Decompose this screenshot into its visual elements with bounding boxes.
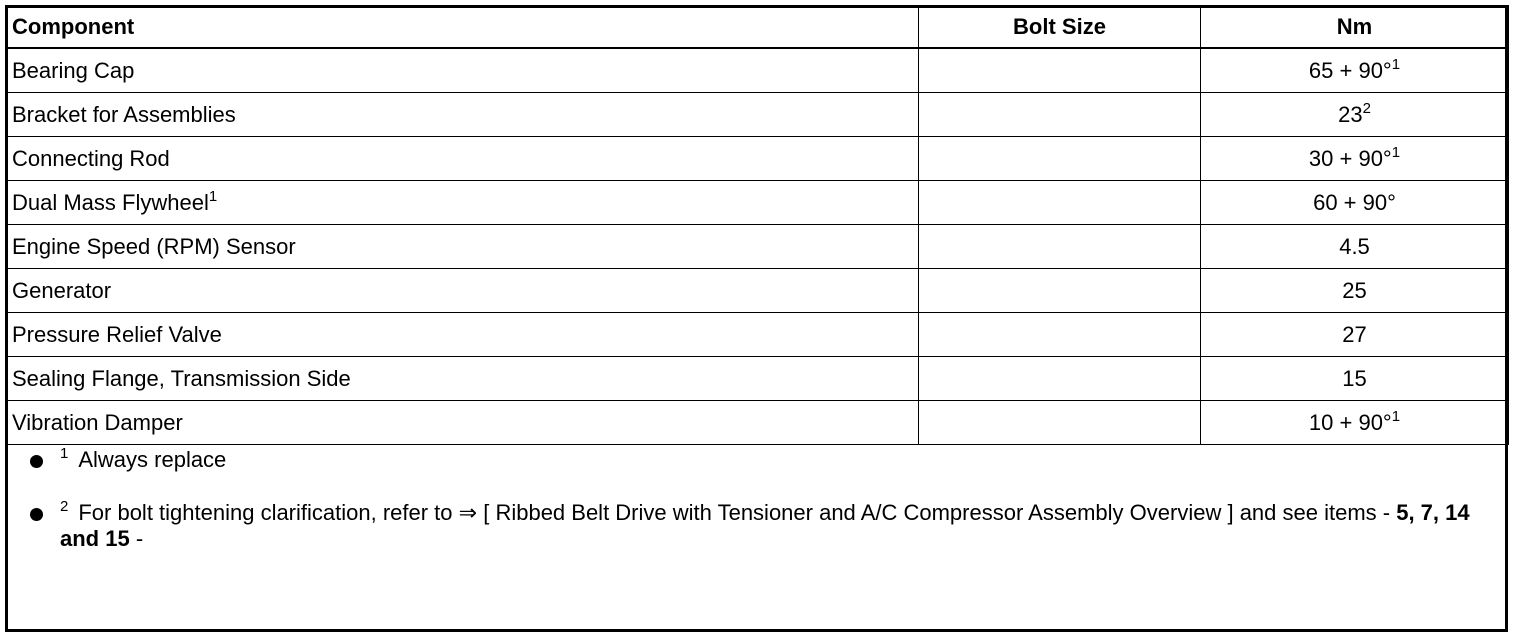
component-cell: Sealing Flange, Transmission Side xyxy=(6,357,919,401)
nm-cell: 15 xyxy=(1201,357,1509,401)
reference-link[interactable]: [ Ribbed Belt Drive with Tensioner and A/C Compressor Assembly Overview ] xyxy=(483,500,1234,525)
footnote-trailing: - xyxy=(135,526,144,551)
component-cell: Engine Speed (RPM) Sensor xyxy=(6,225,919,269)
header-component: Component xyxy=(6,6,919,49)
nm-cell: 65 + 90°$^1$ xyxy=(1201,48,1509,93)
item-numbers: 5, 7, 14 and 15 xyxy=(60,500,1470,551)
component-cell: Bracket for Assemblies xyxy=(6,93,919,137)
header-bolt-size: Bolt Size xyxy=(919,6,1201,49)
component-cell: Connecting Rod xyxy=(6,137,919,181)
nm-cell: 25 xyxy=(1201,269,1509,313)
component-cell: Generator xyxy=(6,269,919,313)
footnote-text-continued: and see items - xyxy=(1239,500,1391,525)
footnote-marker: 2 xyxy=(60,498,69,515)
component-cell: Bearing Cap xyxy=(6,48,919,93)
arrow-icon: ⇒ xyxy=(458,500,478,525)
footnote-text: Always replace xyxy=(78,447,227,472)
nm-cell: 4.5 xyxy=(1201,225,1509,269)
component-cell: Pressure Relief Valve xyxy=(6,313,919,357)
nm-cell: 10 + 90°$^1$ xyxy=(1201,401,1509,445)
header-nm: Nm xyxy=(1201,6,1509,49)
component-cell: Dual Mass Flywheel$^1$ xyxy=(6,181,919,225)
nm-cell: $23^2$ xyxy=(1201,93,1509,137)
nm-cell: 27 xyxy=(1201,313,1509,357)
document-border xyxy=(5,5,1508,632)
footnote-marker: 1 xyxy=(60,445,69,462)
footnote-text: For bolt tightening clarification, refer to xyxy=(78,500,453,525)
nm-cell: 60 + 90° xyxy=(1201,181,1509,225)
component-cell: Vibration Damper xyxy=(6,401,919,445)
nm-cell: 30 + 90°$^1$ xyxy=(1201,137,1509,181)
